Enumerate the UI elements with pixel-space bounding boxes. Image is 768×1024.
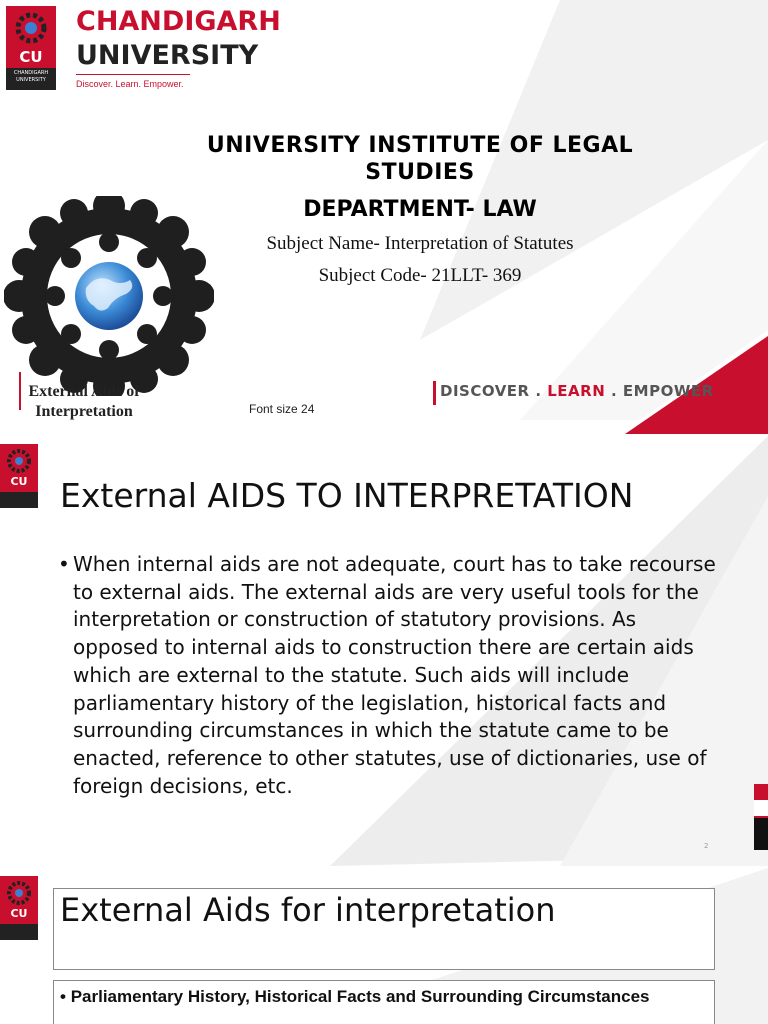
motto-accent [433, 381, 436, 405]
slide3-content-box [53, 980, 715, 1024]
subject-name: Subject Name- Interpretation of Statutes [266, 233, 574, 254]
slide3-title: External Aids for interpretation [60, 891, 556, 929]
slide2-bullet-text: When internal aids are not adequate, court has to take recourse to external aids. The external aids are very useful tools for the interpretation or construction of statutory provisions. As opposed to internal aids to construction there are certain aids which are external to the statute. Such aids will include parliamentary history of the legislation, historical facts and surrounding circumstances in which the statute came to be enacted, reference to other statutes, use of dictionaries, use of foreign decisions, etc. [73, 552, 716, 798]
institute-title: UNIVERSITY INSTITUTE OF LEGAL STUDIES [206, 133, 634, 185]
slide2-title: External AIDS TO INTERPRETATION [60, 476, 634, 515]
cu-logo-subtext: CHANDIGARH UNIVERSITY [13, 70, 49, 83]
cu-logo-text: CU [19, 48, 43, 66]
brand-divider [76, 74, 190, 75]
cu-logo-small-text: CU [10, 475, 28, 488]
cu-logo-small-icon [0, 444, 38, 508]
cu-logo-icon [6, 6, 56, 90]
department-title: DEPARTMENT- LAW [303, 197, 537, 222]
font-size-note: Font size 24 [249, 402, 315, 416]
motto [440, 382, 714, 400]
slide2-bullet [58, 551, 718, 800]
slide3-bullet-text: Parliamentary History, Historical Facts and Surrounding Circumstances [70, 987, 650, 1006]
slide3-title-box [53, 888, 715, 970]
title-slide [0, 0, 768, 434]
slide3-bullet [60, 985, 700, 1008]
content-slide-2 [0, 436, 768, 866]
brand-name-line1: CHANDIGARH [76, 6, 281, 37]
bullet-dot-icon: • [60, 987, 71, 1006]
motto-part-learn: LEARN [547, 382, 606, 400]
subject-code: Subject Code- 21LLT- 369 [318, 265, 522, 286]
motto-part-empower: . EMPOWER [605, 382, 714, 400]
cu-logo-small-text: CU [10, 907, 28, 920]
motto-part-discover: DISCOVER . [440, 382, 548, 400]
cu-logo-small-icon [0, 876, 38, 940]
brand-tagline: Discover. Learn. Empower. [76, 79, 184, 89]
brand-name-line2: UNIVERSITY [76, 40, 259, 71]
gear-globe-icon [4, 196, 214, 396]
external-aids-title: External Aids of Interpretation [28, 383, 140, 420]
page-number: 2 [704, 842, 709, 850]
content-slide-3 [0, 868, 768, 1024]
cu-logo-edge-icon [754, 784, 768, 850]
bullet-dot-icon: • [58, 552, 70, 576]
